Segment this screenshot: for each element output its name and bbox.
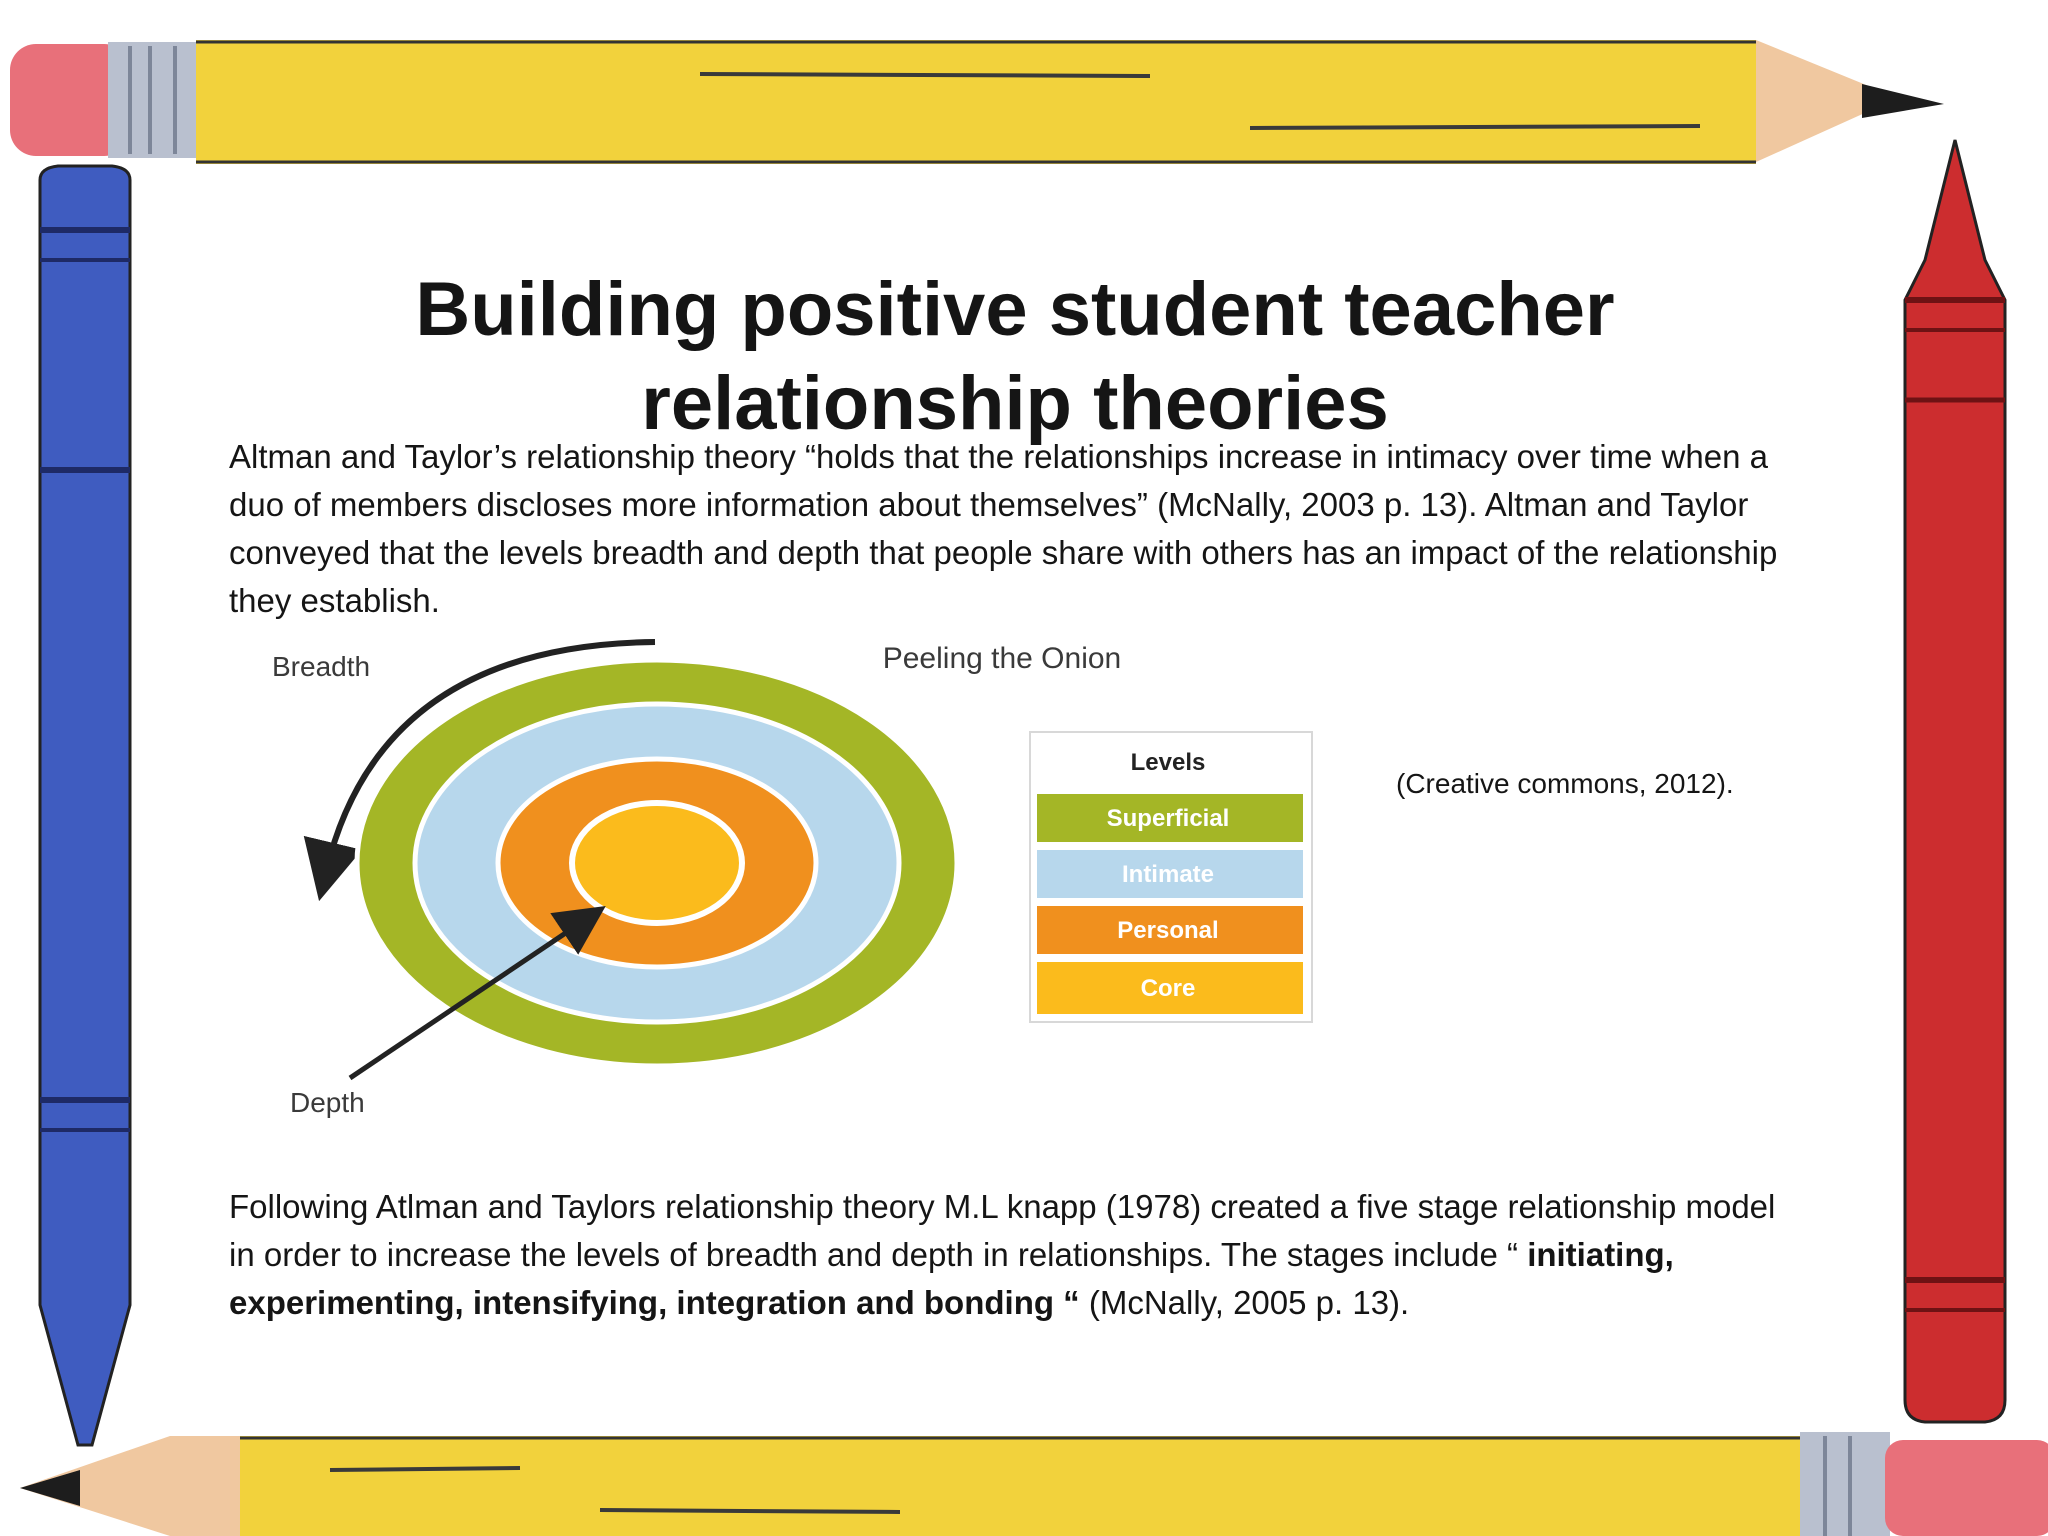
knapp-citation: (McNally, 2005 p. 13). bbox=[1079, 1284, 1410, 1321]
stages-list: initiating, experimenting, intensifying, integration and bonding “ bbox=[229, 1236, 1674, 1321]
bottom-pencil-icon bbox=[20, 1432, 2048, 1536]
breadth-label: Breadth bbox=[272, 651, 371, 682]
right-crayon-icon bbox=[1905, 140, 2005, 1422]
legend-title: Levels bbox=[1130, 749, 1206, 776]
diagram-heading: Peeling the Onion bbox=[882, 642, 1122, 675]
top-pencil-icon bbox=[10, 40, 1944, 164]
ring-core bbox=[572, 803, 742, 923]
legend-label-core: Core bbox=[1140, 975, 1196, 1002]
depth-label: Depth bbox=[290, 1087, 365, 1118]
intro-paragraph: Altman and Taylor’s relationship theory “holds that the relationships increase in intimacy over time when a duo of members discloses more information about themselves” (McNally, 2003 p. 13). Altman and Taylor conveyed that the levels breadth and depth that people share with others has an impact of the relationship they establish. bbox=[229, 438, 1778, 619]
knapp-paragraph-text: Following Atlman and Taylors relationship theory M.L knapp (1978) created a five stage relationship model in order to increase the levels of breadth and depth in relationships. The stages include “ bbox=[229, 1188, 1776, 1273]
image-credit: (Creative commons, 2012). bbox=[1396, 768, 1734, 799]
legend-label-superficial: Superficial bbox=[1106, 805, 1230, 832]
levels-legend bbox=[1030, 732, 1312, 1022]
page-title: Building positive student teacher relationship theories bbox=[415, 266, 1615, 446]
knapp-paragraph bbox=[229, 1183, 1789, 1327]
onion-diagram bbox=[230, 620, 1350, 1130]
left-crayon-icon bbox=[40, 166, 130, 1445]
legend-label-personal: Personal bbox=[1117, 917, 1219, 944]
legend-label-intimate: Intimate bbox=[1121, 861, 1215, 888]
